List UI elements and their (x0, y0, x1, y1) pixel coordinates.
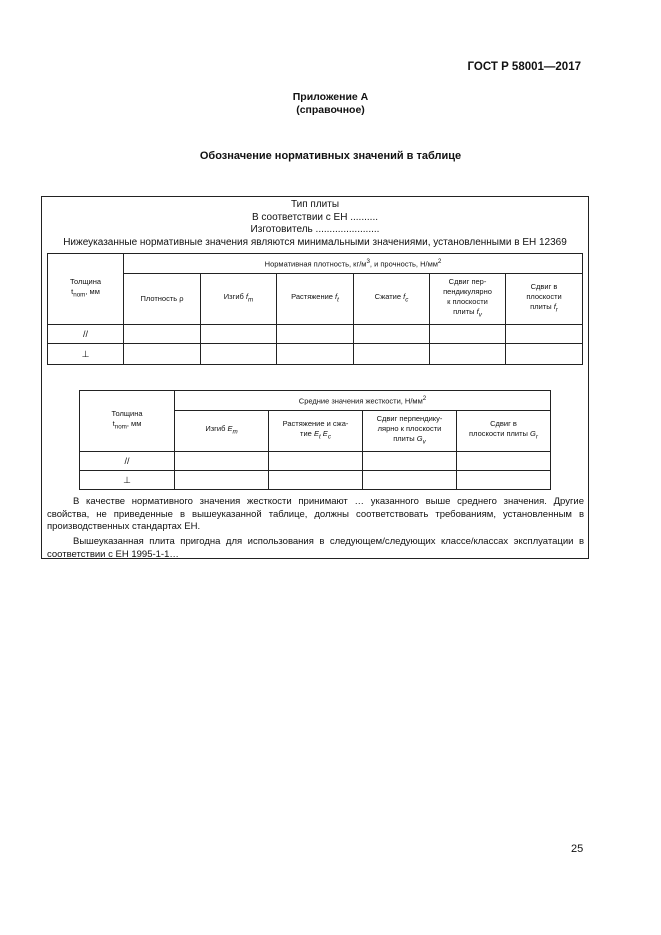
table-cell (457, 452, 551, 471)
service-class-note: Вышеуказанная плита пригодна для использования в следующем/следующих классе/классах эксплуатации в соответствии с ЕН 1995-1-1… (47, 536, 584, 560)
table-cell (506, 344, 583, 365)
compression-header: Сжатие $f_c$ (354, 274, 430, 325)
stiffness-table (79, 390, 551, 490)
section-title: Обозначение нормативных значений в таблице (199, 150, 462, 162)
document-code: ГОСТ Р 58001—2017 (467, 61, 581, 73)
bending-modulus-header: Изгиб $E_m$ (175, 411, 269, 452)
table-cell (430, 344, 506, 365)
row-perpendicular-label: ⊥ (80, 471, 175, 490)
statement-line: Нижеуказанные нормативные значения являются минимальными значениями, установленными в ЕН 12369 (63, 236, 567, 248)
tension-header: Растяжение $f_t$ (277, 274, 354, 325)
table-cell (363, 471, 457, 490)
board-type-line: Тип плиты (290, 199, 340, 210)
table-cell (277, 325, 354, 344)
tension-compression-header: Растяжение и сжа- тие $E_t$ $E_c$ (269, 411, 363, 452)
stiffness-note: В качестве нормативного значения жесткости принимают … указанного выше среднего значения. Другие свойства, не приведенные в вышеуказанной таблице, должны соответствовать требованиям, установленным в производственных стандартах ЕН. (47, 496, 584, 532)
strength-table (47, 253, 583, 365)
table-cell (201, 325, 277, 344)
table-cell (457, 471, 551, 490)
appendix-title: Приложение А (292, 91, 369, 103)
table-cell (124, 344, 201, 365)
table-cell (269, 471, 363, 490)
table-cell (201, 344, 277, 365)
shear-plane-header: Сдвиг в плоскости плиты $G_r$ (457, 411, 551, 452)
table-cell (175, 471, 269, 490)
density-header: Плотность ρ (124, 274, 201, 325)
shear-perpendicular-header: Сдвиг перпендику- лярно к плоскости плиты $G_v$ (363, 411, 457, 452)
table-cell (354, 344, 430, 365)
table-cell (363, 452, 457, 471)
table-cell (124, 325, 201, 344)
table-cell (506, 325, 583, 344)
row-perpendicular-label: ⊥ (48, 344, 124, 365)
appendix-subtitle: (справочное) (296, 104, 365, 116)
row-parallel-label: // (80, 452, 175, 471)
row-parallel-label: // (48, 325, 124, 344)
shear-perpendicular-header: Сдвиг пер- пендикулярно к плоскости плиты $f_v$ (430, 274, 506, 325)
bending-header: Изгиб $f_m$ (201, 274, 277, 325)
thickness-header: Толщина $t_{nom}$, мм (48, 254, 124, 325)
shear-plane-header: Сдвиг в плоскости плиты $f_r$ (506, 274, 583, 325)
manufacturer-line: Изготовитель ....................... (250, 224, 380, 235)
stiffness-group-header: Средние значения жесткости, $Н/мм^2$ (175, 391, 551, 411)
table-cell (269, 452, 363, 471)
standard-line: В соответствии с ЕН .......... (251, 211, 378, 223)
strength-group-header: Нормативная плотность, $кг/м^3$, и прочность, $Н/мм^2$ (124, 254, 583, 274)
table-cell (277, 344, 354, 365)
thickness-header: Толщина $t_{nom}$, мм (80, 391, 175, 452)
table-cell (354, 325, 430, 344)
appendix-heading (0, 91, 661, 117)
table-cell (430, 325, 506, 344)
frame-header (42, 199, 588, 249)
table-cell (175, 452, 269, 471)
page-number: 25 (571, 843, 584, 855)
